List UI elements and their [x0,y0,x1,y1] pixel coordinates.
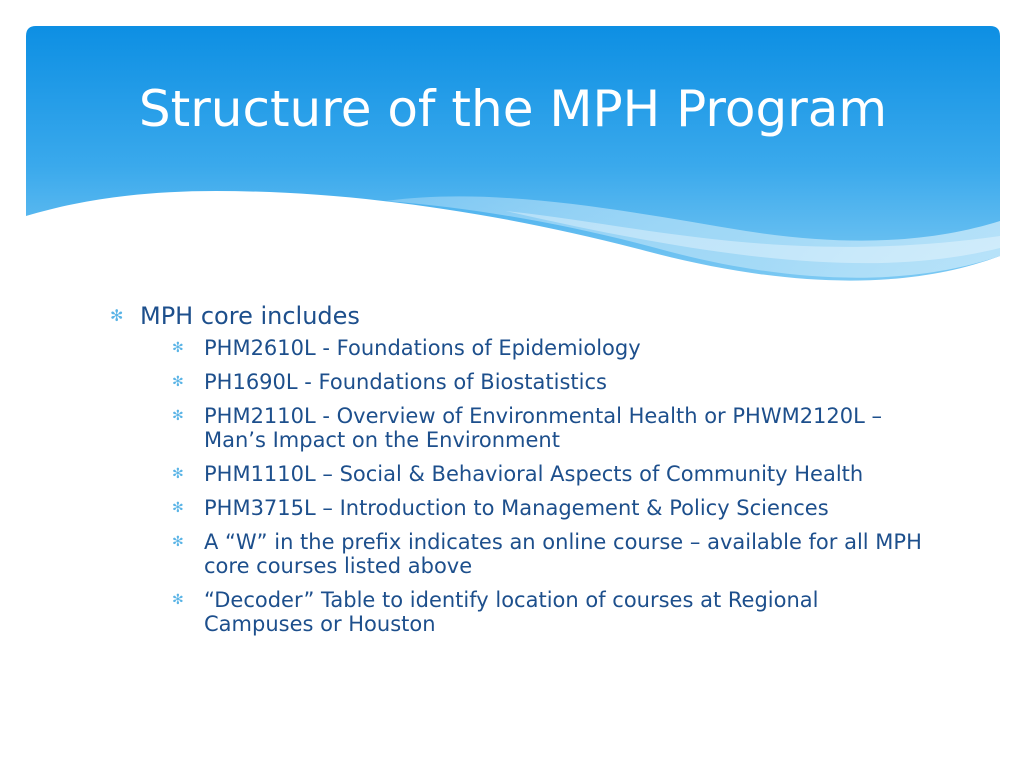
title-banner [26,26,1000,286]
list-item [172,404,930,452]
asterisk-bullet-icon: ✻ [172,534,184,550]
asterisk-bullet-icon: ✻ [110,306,124,325]
slide-title: Structure of the MPH Program [138,80,888,138]
list-item-text: PHM2610L - Foundations of Epidemiology [204,336,641,360]
list-item [172,370,930,394]
asterisk-bullet-icon: ✻ [172,592,184,608]
list-item-text: “Decoder” Table to identify location of courses at Regional Campuses or Houston [204,588,819,636]
list-item-text: PH1690L - Foundations of Biostatistics [204,370,607,394]
asterisk-bullet-icon: ✻ [172,500,184,516]
asterisk-bullet-icon: ✻ [172,466,184,482]
slide-body [110,302,930,646]
list-item [172,588,930,636]
asterisk-bullet-icon: ✻ [172,340,184,356]
list-item-main [110,302,930,636]
bullet-list [110,302,930,636]
banner-wave-graphic [26,26,1000,286]
list-item-text: PHM3715L – Introduction to Management & Policy Sciences [204,496,829,520]
list-item [172,336,930,360]
list-item-text: A “W” in the prefix indicates an online course – available for all MPH core courses listed above [204,530,922,578]
list-item-text: PHM1110L – Social & Behavioral Aspects of Community Health [204,462,864,486]
list-item [172,462,930,486]
sub-bullet-list [140,336,930,636]
list-item [172,496,930,520]
asterisk-bullet-icon: ✻ [172,374,184,390]
main-item-text: MPH core includes [140,302,360,330]
list-item [172,530,930,578]
asterisk-bullet-icon: ✻ [172,408,184,424]
list-item-text: PHM2110L - Overview of Environmental Health or PHWM2120L – Man’s Impact on the Environment [204,404,883,452]
